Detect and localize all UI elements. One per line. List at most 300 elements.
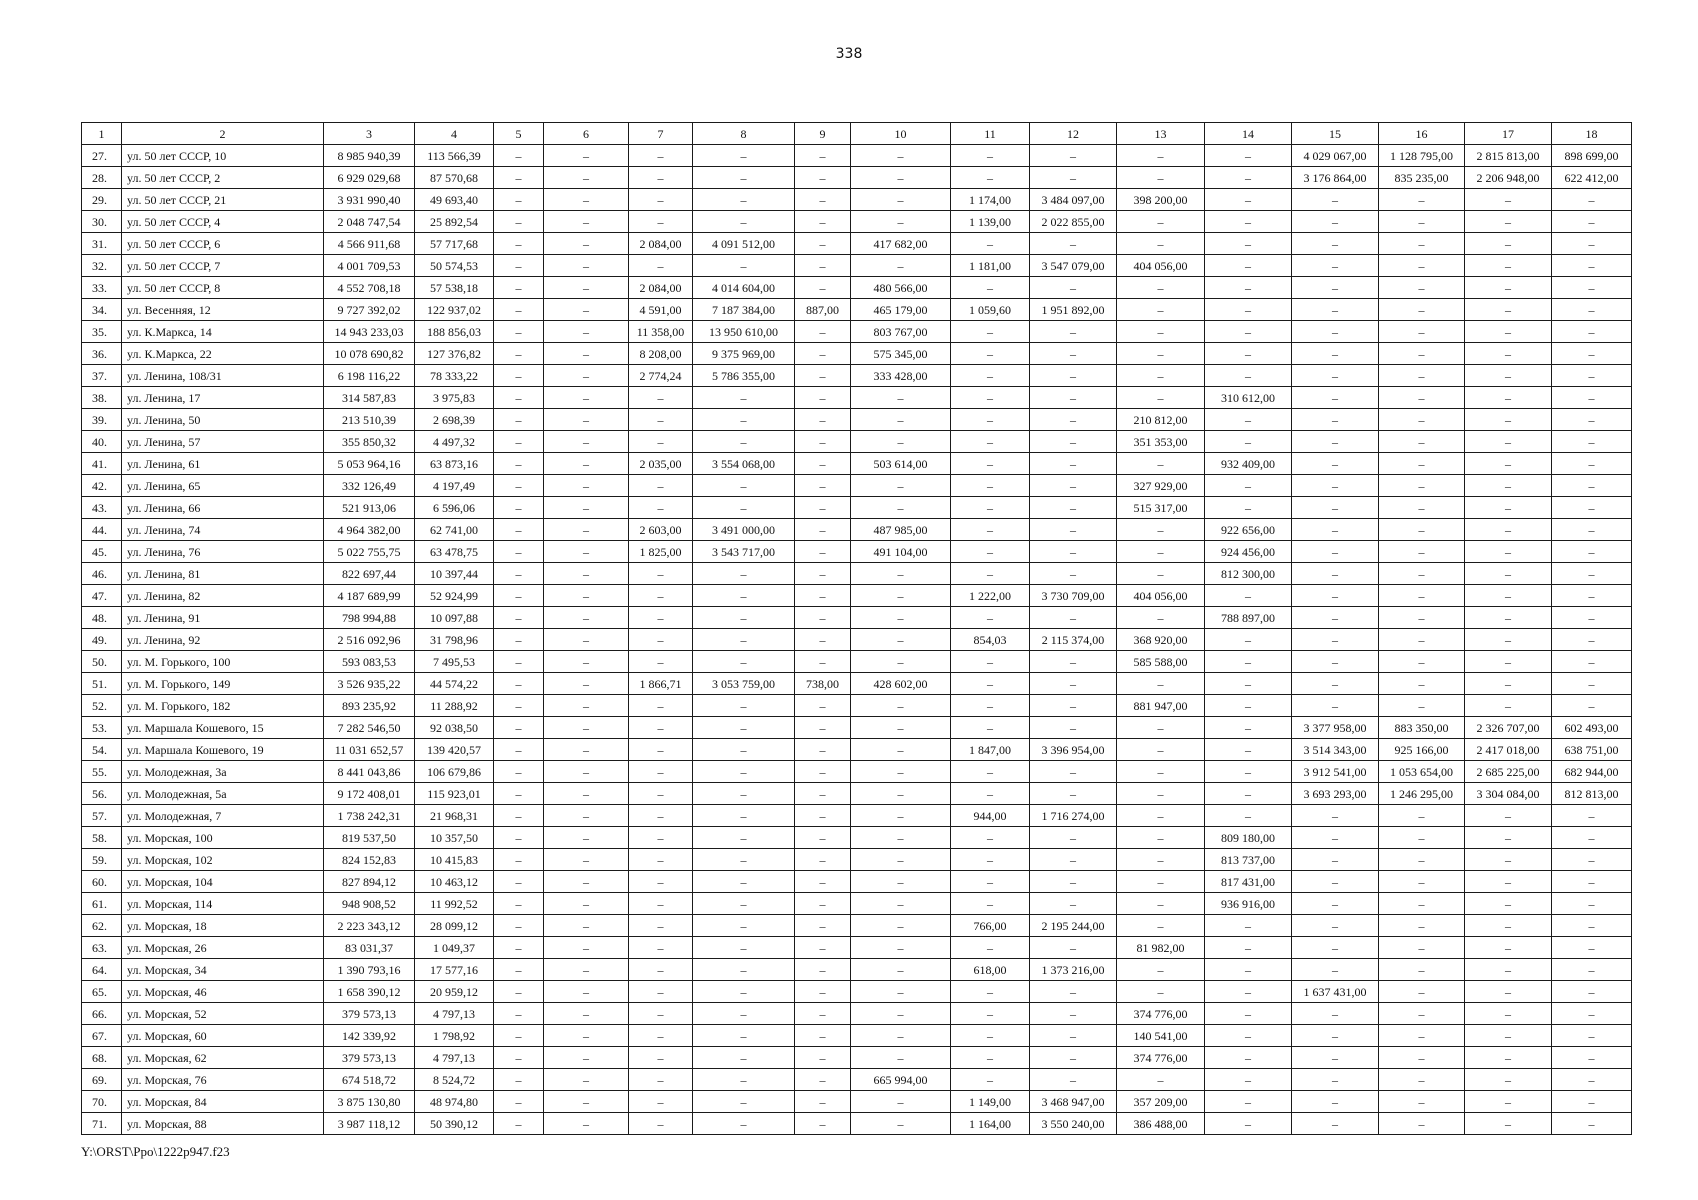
value-cell: – [1379,1047,1465,1069]
address-cell: ул. Морская, 18 [122,915,324,937]
value-cell: – [693,1047,795,1069]
value-cell: – [1205,1025,1292,1047]
value-cell: – [629,409,693,431]
address-cell: ул. Морская, 46 [122,981,324,1003]
value-cell: 398 200,00 [1117,189,1205,211]
value-cell: – [544,431,629,453]
value-cell: – [1552,1047,1632,1069]
value-cell: – [544,629,629,651]
value-cell: – [1117,849,1205,871]
value-cell: – [1117,607,1205,629]
value-cell: 2 195 244,00 [1030,915,1117,937]
value-cell: – [1379,1091,1465,1113]
address-cell: ул. 50 лет СССР, 8 [122,277,324,299]
row-number-cell: 30. [82,211,122,233]
value-cell: 788 897,00 [1205,607,1292,629]
value-cell: – [1205,585,1292,607]
value-cell: – [1205,233,1292,255]
value-cell: 835 235,00 [1379,167,1465,189]
value-cell: – [1552,541,1632,563]
value-cell: – [851,871,951,893]
value-cell: – [1205,673,1292,695]
value-cell: 44 574,22 [415,673,494,695]
value-cell: – [494,849,544,871]
value-cell: – [544,871,629,893]
value-cell: – [693,475,795,497]
value-cell: 3 526 935,22 [324,673,415,695]
value-cell: – [1379,1113,1465,1135]
value-cell: – [1030,387,1117,409]
value-cell: – [629,1003,693,1025]
value-cell: – [629,827,693,849]
value-cell: – [1292,1069,1379,1091]
value-cell: – [1379,321,1465,343]
value-cell: 480 566,00 [851,277,951,299]
value-cell: – [795,827,851,849]
value-cell: 1 164,00 [951,1113,1030,1135]
value-cell: – [1379,211,1465,233]
value-cell: – [795,255,851,277]
table-row [82,211,1632,233]
table-row [82,607,1632,629]
row-number-cell: 33. [82,277,122,299]
value-cell: – [494,959,544,981]
value-cell: – [1379,409,1465,431]
value-cell: – [1292,673,1379,695]
value-cell: – [1292,343,1379,365]
value-cell: – [693,761,795,783]
value-cell: – [1292,871,1379,893]
value-cell: – [1292,585,1379,607]
value-cell: – [951,409,1030,431]
value-cell: – [693,1069,795,1091]
value-cell: 115 923,01 [415,783,494,805]
value-cell: – [795,211,851,233]
value-cell: 57 717,68 [415,233,494,255]
value-cell: 2 115 374,00 [1030,629,1117,651]
value-cell: 2 774,24 [629,365,693,387]
table-row [82,805,1632,827]
value-cell: 638 751,00 [1552,739,1632,761]
value-cell: – [544,497,629,519]
value-cell: 10 415,83 [415,849,494,871]
value-cell: – [1465,1003,1552,1025]
value-cell: – [1379,1025,1465,1047]
row-number-cell: 63. [82,937,122,959]
value-cell: 3 975,83 [415,387,494,409]
value-cell: – [1030,893,1117,915]
value-cell: – [1292,805,1379,827]
value-cell: – [851,629,951,651]
value-cell: – [1117,761,1205,783]
value-cell: – [1552,805,1632,827]
value-cell: 139 420,57 [415,739,494,761]
value-cell: – [851,1113,951,1135]
value-cell: – [1552,893,1632,915]
value-cell: 4 566 911,68 [324,233,415,255]
value-cell: – [1205,167,1292,189]
value-cell: 1 658 390,12 [324,981,415,1003]
value-cell: 314 587,83 [324,387,415,409]
value-cell: – [1379,189,1465,211]
value-cell: – [1030,717,1117,739]
value-cell: – [795,629,851,651]
value-cell: 4 591,00 [629,299,693,321]
value-cell: – [494,739,544,761]
row-number-cell: 68. [82,1047,122,1069]
value-cell: – [1292,299,1379,321]
value-cell: – [629,915,693,937]
value-cell: 665 994,00 [851,1069,951,1091]
address-cell: ул. 50 лет СССР, 2 [122,167,324,189]
value-cell: – [494,915,544,937]
table-row [82,233,1632,255]
address-cell: ул. Ленина, 81 [122,563,324,585]
table-row [82,893,1632,915]
value-cell: 50 574,53 [415,255,494,277]
value-cell: – [1205,299,1292,321]
table-row [82,739,1632,761]
value-cell: – [1030,167,1117,189]
value-cell: – [629,739,693,761]
value-cell: – [1205,145,1292,167]
value-cell: 827 894,12 [324,871,415,893]
value-cell: – [1465,629,1552,651]
row-number-cell: 49. [82,629,122,651]
value-cell: – [1379,475,1465,497]
value-cell: – [1292,893,1379,915]
value-cell: – [1205,739,1292,761]
address-cell: ул. М. Горького, 149 [122,673,324,695]
value-cell: – [544,1069,629,1091]
value-cell: 585 588,00 [1117,651,1205,673]
value-cell: – [1465,981,1552,1003]
value-cell: 1 847,00 [951,739,1030,761]
address-cell: ул. 50 лет СССР, 7 [122,255,324,277]
value-cell: 10 463,12 [415,871,494,893]
value-cell: – [951,233,1030,255]
value-cell: – [629,959,693,981]
table-row [82,189,1632,211]
address-cell: ул. Ленина, 57 [122,431,324,453]
value-cell: – [1117,519,1205,541]
address-cell: ул. Морская, 88 [122,1113,324,1135]
value-cell: 4 091 512,00 [693,233,795,255]
address-cell: ул. Морская, 102 [122,849,324,871]
value-cell: – [1292,409,1379,431]
table-row [82,761,1632,783]
value-cell: – [544,783,629,805]
value-cell: – [1205,255,1292,277]
table-row [82,1091,1632,1113]
value-cell: – [693,827,795,849]
value-cell: – [629,145,693,167]
value-cell: 922 656,00 [1205,519,1292,541]
value-cell: – [544,541,629,563]
value-cell: – [494,343,544,365]
value-cell: 3 912 541,00 [1292,761,1379,783]
value-cell: 1 059,60 [951,299,1030,321]
value-cell: 50 390,12 [415,1113,494,1135]
value-cell: – [1205,651,1292,673]
value-cell: – [1292,365,1379,387]
value-cell: – [851,717,951,739]
value-cell: – [1465,1113,1552,1135]
value-cell: – [851,739,951,761]
value-cell: – [795,981,851,1003]
value-cell: – [494,167,544,189]
value-cell: – [544,893,629,915]
value-cell: – [851,431,951,453]
value-cell: – [1117,387,1205,409]
value-cell: – [494,563,544,585]
value-cell: 49 693,40 [415,189,494,211]
table-row [82,343,1632,365]
table-row [82,585,1632,607]
data-table [81,122,1632,1135]
value-cell: – [494,475,544,497]
table-row [82,541,1632,563]
value-cell: – [951,321,1030,343]
value-cell: – [1205,1047,1292,1069]
row-number-cell: 71. [82,1113,122,1135]
value-cell: – [1379,343,1465,365]
value-cell: – [1552,365,1632,387]
value-cell: – [629,717,693,739]
value-cell: 417 682,00 [851,233,951,255]
value-cell: – [1552,519,1632,541]
address-cell: ул. К.Маркса, 14 [122,321,324,343]
value-cell: – [1292,563,1379,585]
value-cell: – [1117,145,1205,167]
value-cell: 7 282 546,50 [324,717,415,739]
row-number-cell: 43. [82,497,122,519]
value-cell: – [795,761,851,783]
value-cell: – [544,167,629,189]
value-cell: 25 892,54 [415,211,494,233]
value-cell: 8 985 940,39 [324,145,415,167]
value-cell: – [951,651,1030,673]
value-cell: – [629,695,693,717]
value-cell: – [951,761,1030,783]
value-cell: – [1205,1091,1292,1113]
value-cell: – [951,717,1030,739]
row-number-cell: 45. [82,541,122,563]
value-cell: – [629,1091,693,1113]
value-cell: – [1465,1091,1552,1113]
value-cell: 3 693 293,00 [1292,783,1379,805]
value-cell: 2 035,00 [629,453,693,475]
value-cell: 3 730 709,00 [1030,585,1117,607]
value-cell: 386 488,00 [1117,1113,1205,1135]
value-cell: 3 396 954,00 [1030,739,1117,761]
value-cell: – [1030,1003,1117,1025]
value-cell: 682 944,00 [1552,761,1632,783]
value-cell: 142 339,92 [324,1025,415,1047]
value-cell: – [494,761,544,783]
value-cell: – [1205,959,1292,981]
value-cell: – [795,365,851,387]
value-cell: – [1292,849,1379,871]
value-cell: – [693,871,795,893]
column-header: 1 [82,123,122,145]
value-cell: – [494,431,544,453]
value-cell: 1 738 242,31 [324,805,415,827]
value-cell: 809 180,00 [1205,827,1292,849]
value-cell: – [693,849,795,871]
value-cell: – [1030,453,1117,475]
value-cell: – [795,849,851,871]
value-cell: – [544,1025,629,1047]
value-cell: – [951,1047,1030,1069]
value-cell: – [544,321,629,343]
value-cell: – [1292,607,1379,629]
address-cell: ул. Ленина, 50 [122,409,324,431]
value-cell: – [544,915,629,937]
value-cell: – [629,607,693,629]
value-cell: 3 543 717,00 [693,541,795,563]
table-row [82,519,1632,541]
value-cell: – [1465,871,1552,893]
table-row [82,1003,1632,1025]
value-cell: 2 516 092,96 [324,629,415,651]
value-cell: – [1379,387,1465,409]
value-cell: – [1030,695,1117,717]
table-row [82,299,1632,321]
value-cell: – [544,585,629,607]
value-cell: – [795,277,851,299]
value-cell: – [951,541,1030,563]
value-cell: – [544,409,629,431]
address-cell: ул. Ленина, 91 [122,607,324,629]
value-cell: – [693,255,795,277]
value-cell: – [1030,541,1117,563]
value-cell: – [1117,277,1205,299]
value-cell: 63 873,16 [415,453,494,475]
value-cell: – [629,211,693,233]
value-cell: – [1379,827,1465,849]
value-cell: – [629,629,693,651]
column-header: 16 [1379,123,1465,145]
value-cell: – [629,167,693,189]
value-cell: 379 573,13 [324,1003,415,1025]
row-number-cell: 36. [82,343,122,365]
value-cell: 948 908,52 [324,893,415,915]
column-header: 15 [1292,123,1379,145]
row-number-cell: 60. [82,871,122,893]
value-cell: – [693,1025,795,1047]
value-cell: – [1117,959,1205,981]
row-number-cell: 66. [82,1003,122,1025]
value-cell: – [795,387,851,409]
column-header: 4 [415,123,494,145]
value-cell: – [544,299,629,321]
value-cell: – [795,1003,851,1025]
address-cell: ул. 50 лет СССР, 6 [122,233,324,255]
value-cell: – [1292,475,1379,497]
value-cell: 188 856,03 [415,321,494,343]
value-cell: – [1030,1069,1117,1091]
value-cell: – [1465,299,1552,321]
value-cell: 766,00 [951,915,1030,937]
value-cell: – [795,541,851,563]
value-cell: 2 206 948,00 [1465,167,1552,189]
value-cell: 374 776,00 [1117,1047,1205,1069]
table-row [82,695,1632,717]
value-cell: – [1117,871,1205,893]
value-cell: – [494,783,544,805]
row-number-cell: 42. [82,475,122,497]
value-cell: – [1292,629,1379,651]
value-cell: – [1292,277,1379,299]
value-cell: – [1292,1025,1379,1047]
value-cell: – [544,277,629,299]
value-cell: 4 797,13 [415,1047,494,1069]
value-cell: – [1117,299,1205,321]
value-cell: 379 573,13 [324,1047,415,1069]
value-cell: – [629,805,693,827]
value-cell: – [544,1091,629,1113]
value-cell: 2 603,00 [629,519,693,541]
value-cell: – [851,585,951,607]
value-cell: – [1205,717,1292,739]
value-cell: – [1379,915,1465,937]
value-cell: – [1552,475,1632,497]
value-cell: – [795,1113,851,1135]
value-cell: 332 126,49 [324,475,415,497]
value-cell: – [1552,695,1632,717]
value-cell: – [795,607,851,629]
value-cell: – [1552,871,1632,893]
address-cell: ул. Ленина, 74 [122,519,324,541]
value-cell: 2 815 813,00 [1465,145,1552,167]
row-number-cell: 58. [82,827,122,849]
value-cell: 87 570,68 [415,167,494,189]
value-cell: – [629,981,693,1003]
value-cell: – [494,827,544,849]
value-cell: – [544,475,629,497]
value-cell: – [1552,1069,1632,1091]
address-cell: ул. Морская, 52 [122,1003,324,1025]
value-cell: – [494,519,544,541]
row-number-cell: 31. [82,233,122,255]
value-cell: – [629,1113,693,1135]
value-cell: – [494,673,544,695]
value-cell: – [795,783,851,805]
value-cell: 883 350,00 [1379,717,1465,739]
row-number-cell: 38. [82,387,122,409]
value-cell: 2 698,39 [415,409,494,431]
header-row [82,123,1632,145]
value-cell: 3 875 130,80 [324,1091,415,1113]
address-cell: ул. Маршала Кошевого, 19 [122,739,324,761]
value-cell: – [494,805,544,827]
column-header: 7 [629,123,693,145]
address-cell: ул. Весенняя, 12 [122,299,324,321]
value-cell: – [693,431,795,453]
value-cell: – [1465,827,1552,849]
value-cell: 4 187 689,99 [324,585,415,607]
table-row [82,651,1632,673]
table-row [82,1113,1632,1135]
value-cell: 1 139,00 [951,211,1030,233]
value-cell: – [1552,453,1632,475]
value-cell: – [1465,607,1552,629]
value-cell: – [795,805,851,827]
value-cell: – [1465,365,1552,387]
value-cell: – [1379,893,1465,915]
column-header: 9 [795,123,851,145]
